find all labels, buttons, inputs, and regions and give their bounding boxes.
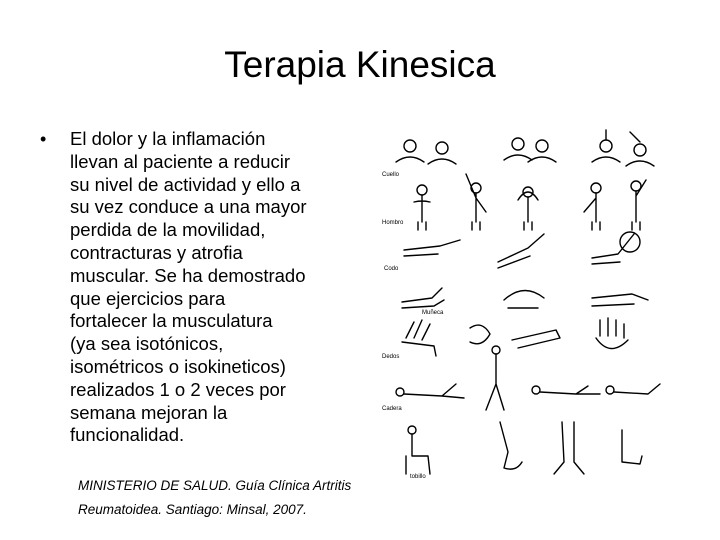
bullet-line: funcionalidad. [70,424,185,446]
bullet-line: muscular. Se ha demostrado [70,264,306,286]
label-muneca: Muñeca [422,310,444,316]
bullet-line: que ejercicios para [70,287,226,309]
slide-title: Terapia Kinesica [224,44,496,85]
bullet-line: contracturas y atrofia [70,241,243,263]
label-tobillo: tobillo [410,474,426,480]
bullet-marker: • [40,129,47,149]
wrist-exercise-figures [402,288,648,308]
shoulder-exercise-figures [414,174,646,230]
bullet-line: El dolor y la inflamación [70,128,266,149]
exercise-illustration [378,122,668,492]
neck-exercise-figures [396,130,654,166]
bullet-line: fortalecer la musculatura [70,310,273,332]
bullet-line: (ya sea isotónicos, [70,333,224,355]
bullet-line: llevan al paciente a reducir [70,150,291,172]
elbow-exercise-figures [404,232,640,268]
label-dedos: Dedos [382,354,400,360]
bullet-line: realizados 1 o 2 veces por [70,378,286,400]
bullet-line: su vez conduce a una mayor [70,196,307,218]
citation-line: MINISTERIO DE SALUD. Guía Clínica Artritis [78,478,352,493]
label-cuello: Cuello [382,172,400,178]
citation [78,474,408,522]
bullet-line: isométricos o isokineticos) [70,355,286,377]
finger-exercise-figures [402,318,628,356]
bullet-line: perdida de la movilidad, [70,219,266,241]
citation-line: Reumatoidea. Santiago: Minsal, 2007. [78,502,307,517]
label-hombro: Hombro [382,220,404,226]
ankle-exercise-figures [406,422,642,474]
exercise-diagram [378,122,668,492]
bullet-line: su nivel de actividad y ello a [70,173,301,195]
bullet-line: semana mejoran la [70,401,228,423]
bullet-text [70,128,370,447]
label-cadera: Cadera [382,406,402,412]
label-codo: Codo [384,266,399,272]
